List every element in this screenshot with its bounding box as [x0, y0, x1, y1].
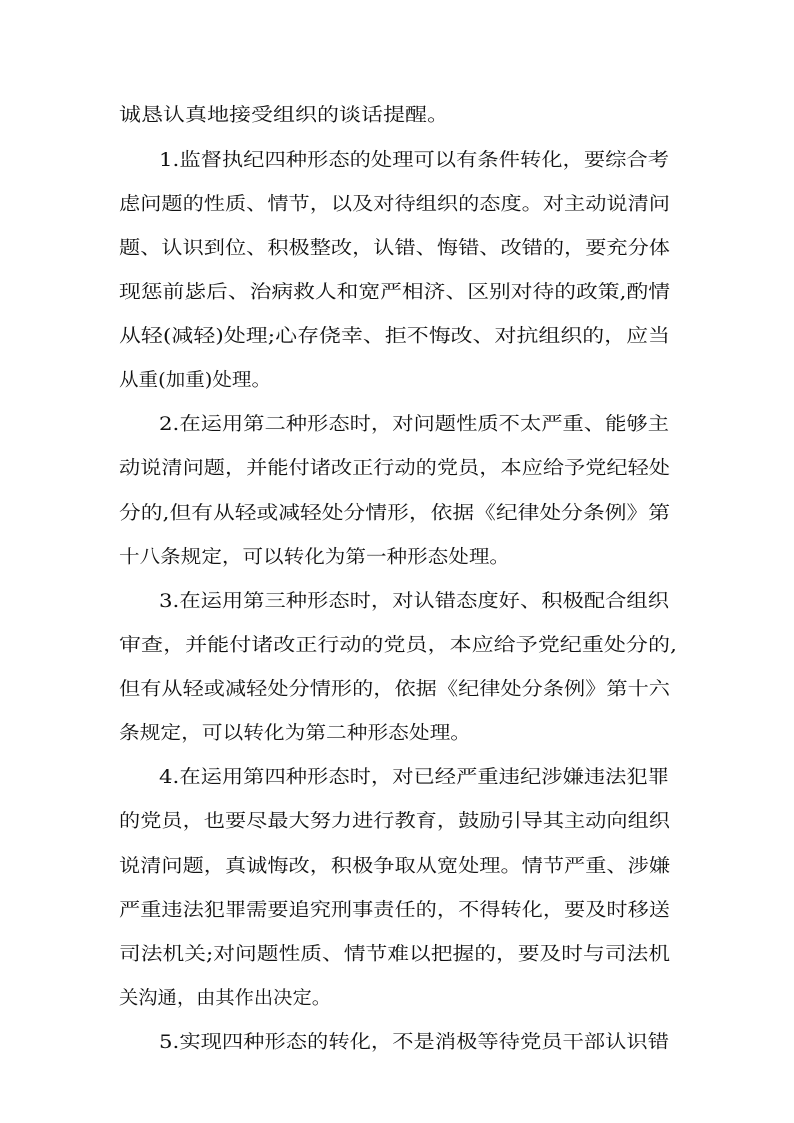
text-line: 5.实现四种形态的转化，不是消极等待党员干部认识错 — [159, 1032, 669, 1053]
text-line: 司法机关;对问题性质、情节难以把握的，要及时与司法机 — [119, 944, 670, 965]
text-line: 严重违法犯罪需要追究刑事责任的，不得转化，要及时移送 — [119, 900, 670, 921]
text-line: 的党员，也要尽最大努力进行教育，鼓励引导其主动向组织 — [119, 811, 670, 832]
text-line: 1.监督执纪四种形态的处理可以有条件转化，要综合考 — [159, 150, 669, 171]
text-line: 关沟通，由其作出决定。 — [119, 988, 331, 1009]
text-line: 说清问题，真诚悔改，积极争取从宽处理。情节严重、涉嫌 — [119, 856, 670, 877]
text-line: 分的,但有从轻或减轻处分情形，依据《纪律处分条例》第 — [119, 503, 670, 524]
text-line: 审查，并能付诸改正行动的党员，本应给予党纪重处分的, — [119, 635, 677, 656]
text-line: 十八条规定，可以转化为第一种形态处理。 — [119, 547, 511, 568]
text-line: 从轻(减轻)处理;心存侥幸、拒不悔改、对抗组织的，应当 — [119, 326, 670, 347]
text-line: 但有从轻或减轻处分情形的，依据《纪律处分条例》第十六 — [119, 679, 670, 700]
text-line: 动说清问题，并能付诸改正行动的党员，本应给予党纪轻处 — [119, 458, 670, 479]
text-line: 从重(加重)处理。 — [119, 370, 271, 391]
text-line: 4.在运用第四种形态时，对已经严重违纪涉嫌违法犯罪 — [159, 767, 669, 788]
text-line: 条规定，可以转化为第二种形态处理。 — [119, 723, 471, 744]
text-line: 题、认识到位、积极整改，认错、悔错、改错的，要充分体 — [119, 238, 670, 259]
text-line: 现惩前毖后、治病救人和宽严相济、区别对待的政策,酌情 — [119, 282, 670, 303]
text-line: 3.在运用第三种形态时，对认错态度好、积极配合组织 — [159, 591, 669, 612]
text-line: 虑问题的性质、情节，以及对待组织的态度。对主动说清问 — [119, 194, 670, 215]
text-line: 诚恳认真地接受组织的谈话提醒。 — [119, 105, 449, 126]
text-line: 2.在运用第二种形态时，对问题性质不太严重、能够主 — [159, 414, 669, 435]
